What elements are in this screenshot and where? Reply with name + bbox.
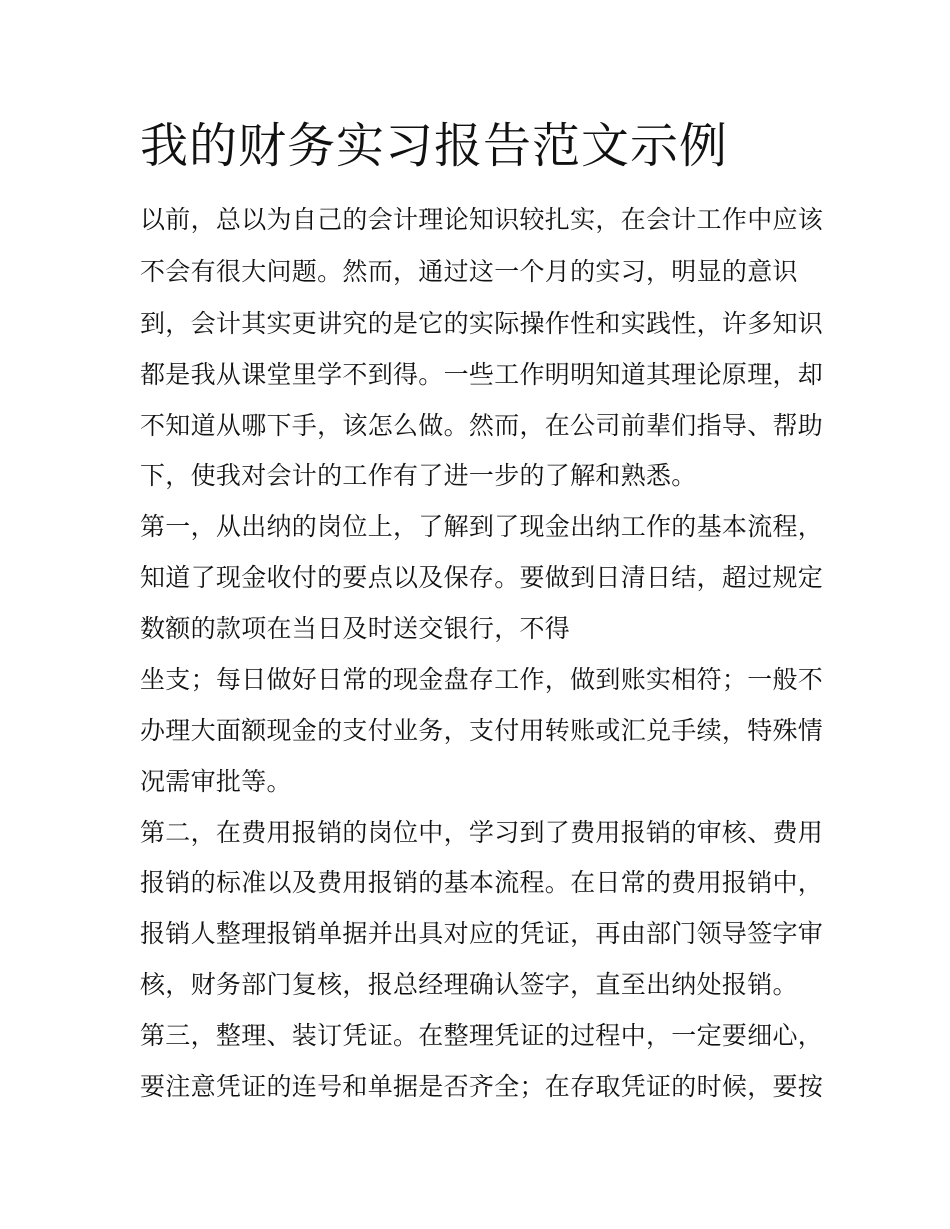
body-text-line: 数额的款项在当日及时送交银行，不得 <box>140 614 571 643</box>
body-text-line: 报销人整理报销单据并出具对应的凭证，再由部门领导签字审 <box>140 919 824 948</box>
body-text-line: 办理大面额现金的支付业务，支付用转账或汇兑手续，特殊情 <box>140 716 824 745</box>
body-text-line: 不知道从哪下手，该怎么做。然而，在公司前辈们指导、帮助 <box>140 411 824 440</box>
body-text-line: 坐支；每日做好日常的现金盘存工作，做到账实相符；一般不 <box>140 665 824 694</box>
body-text-line: 到，会计其实更讲究的是它的实际操作性和实践性，许多知识 <box>140 309 824 338</box>
body-text-line: 以前，总以为自己的会计理论知识较扎实，在会计工作中应该 <box>140 205 824 234</box>
body-text-line: 第二，在费用报销的岗位中，学习到了费用报销的审核、费用 <box>140 818 824 847</box>
body-text-line: 第一，从出纳的岗位上，了解到了现金出纳工作的基本流程， <box>140 512 824 541</box>
body-text-line: 第三，整理、装订凭证。在整理凭证的过程中，一定要细心， <box>140 1021 824 1050</box>
body-text-line: 要注意凭证的连号和单据是否齐全；在存取凭证的时候，要按 <box>140 1072 824 1101</box>
body-text-line: 下，使我对会计的工作有了进一步的了解和熟悉。 <box>140 461 697 490</box>
body-text-line: 不会有很大问题。然而，通过这一个月的实习，明显的意识 <box>140 257 798 286</box>
body-text-line: 况需审批等。 <box>140 767 292 796</box>
body-text-line: 报销的标准以及费用报销的基本流程。在日常的费用报销中， <box>140 868 824 897</box>
body-text-line: 核，财务部门复核，报总经理确认签字，直至出纳处报销。 <box>140 970 798 999</box>
body-text-line: 都是我从课堂里学不到得。一些工作明明知道其理论原理，却 <box>140 360 824 389</box>
document-title: 我的财务实习报告范文示例 <box>140 118 729 174</box>
body-text-line: 知道了现金收付的要点以及保存。要做到日清日结，超过规定 <box>140 563 824 592</box>
